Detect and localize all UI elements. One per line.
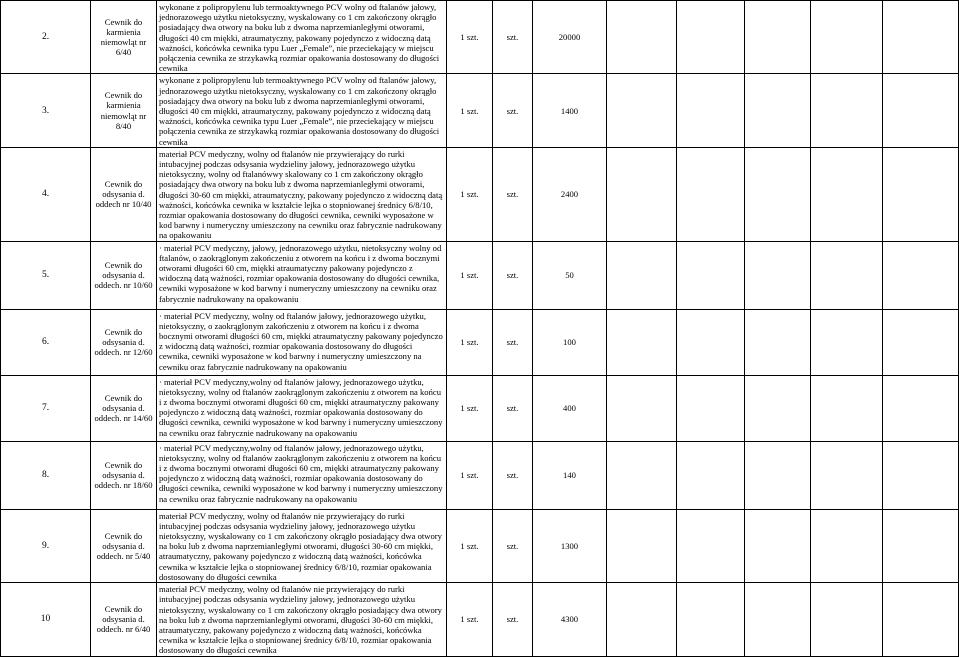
empty-cell (883, 441, 959, 509)
product-name: Cewnik do odsysania d. oddech nr 10/40 (91, 147, 157, 241)
empty-cell (811, 441, 883, 509)
empty-cell (811, 583, 883, 656)
empty-cell (883, 241, 959, 309)
unit: szt. (493, 1, 533, 74)
row-number: 6. (1, 309, 91, 375)
unit: szt. (493, 509, 533, 582)
table-row (1, 583, 959, 656)
product-name: Cewnik do odsysania d. oddech. nr 14/60 (91, 375, 157, 441)
empty-cell (811, 241, 883, 309)
empty-cell (607, 147, 677, 241)
amount: 2400 (533, 147, 607, 241)
empty-cell (607, 583, 677, 656)
row-number: 2. (1, 1, 91, 74)
quantity: 1 szt. (447, 375, 493, 441)
product-name: Cewnik do odsysania d. oddech. nr 6/40 (91, 583, 157, 656)
empty-cell (745, 74, 811, 147)
empty-cell (607, 309, 677, 375)
table-row (1, 509, 959, 582)
quantity: 1 szt. (447, 509, 493, 582)
product-description: wykonane z polipropylenu lub termoaktywnego PCV wolny od ftalanów jałowy, jednorazowego użytku nietoksyczny, wyskalowany co 1 cm zakończony okrągło posiadający dwa otwory na boku lub z dwoma naprzemianległymi otworami, długości 40 cm miękki, atraumatyczny, pakowany pojedynczo z widoczną datą ważności, końcówka cewnika typu Luer „Female”, nie przeciekający w miejscu połączenia cewnika ze strzykawką rozmiar opakowania dostosowany do długości cewnika (157, 74, 447, 147)
product-description: materiał PCV medyczny, wolny od ftalanów nie przywierający do rurki intubacyjnej podczas odsysania wydzieliny jałowy, jednorazowego użytku nietoksyczny, wyskalowany co 1 cm zakończony okrągło posiadający dwa otwory na boku lub z dwoma naprzemianległymi otworami, długości 30-60 cm miękki, atraumatyczny, pakowany pojedynczo z widoczną datą ważności, końcówka cewnika w kształcie lejka o stopniowanej średnicy 6/8/10, rozmiar opakowania dostosowany do długości cewnika (157, 509, 447, 582)
amount: 100 (533, 309, 607, 375)
product-description: materiał PCV medyczny, wolny od ftalanów nie przywierający do rurki intubacyjnej podczas odsysania wydzieliny jałowy, jednorazowego użytku nietoksyczny, wolny od ftalanówwy skalowany co 1 cm zakończony okrągło posiadający dwa otwory na boku lub z dwoma naprzemianległymi otworami, długości 30-60 cm miękki, atraumatyczny, pakowany pojedynczo z widoczną datą ważności, końcówka cewnika w kształcie lejka o stopniowanej średnicy 6/8/10, rozmiar opakowania dostosowany do długości cewnika, cewniki wyposażone w kod barwny i numeryczny umieszczony na cewniku oraz fabrycznie nadrukowany na opakowaniu (157, 147, 447, 241)
empty-cell (811, 74, 883, 147)
product-description: · materiał PCV medyczny, jałowy, jednorazowego użytku, nietoksyczny wolny od ftalanów, o zaokrąglonym zakończeniu z otworem na końcu i z dwoma bocznymi otworami długości 60 cm, miękki atraumatyczny pakowany pojedynczo z widoczną datą ważności, rozmiar opakowania dostosowany do długości cewnika, cewniki wyposażone w kod barwny i numeryczny umieszczony na cewniku oraz fabrycznie nadrukowany na opakowaniu (157, 241, 447, 309)
empty-cell (677, 74, 745, 147)
empty-cell (745, 1, 811, 74)
empty-cell (811, 509, 883, 582)
empty-cell (745, 441, 811, 509)
row-number: 9. (1, 509, 91, 582)
empty-cell (745, 241, 811, 309)
empty-cell (883, 74, 959, 147)
unit: szt. (493, 241, 533, 309)
quantity: 1 szt. (447, 147, 493, 241)
empty-cell (883, 509, 959, 582)
table-row (1, 74, 959, 147)
unit: szt. (493, 375, 533, 441)
row-number: 4. (1, 147, 91, 241)
empty-cell (607, 74, 677, 147)
amount: 4300 (533, 583, 607, 656)
empty-cell (745, 147, 811, 241)
empty-cell (745, 375, 811, 441)
empty-cell (607, 509, 677, 582)
empty-cell (811, 375, 883, 441)
product-name: Cewnik do karmienia niemowląt nr 8/40 (91, 74, 157, 147)
product-description: · materiał PCV medyczny,wolny od ftalanów jałowy, jednorazowego użytku, nietoksyczny, wolny od ftalanów zaokrąglonym zakończeniu z otworem na końcu i z dwoma bocznymi otworami długości 60 cm, miękki atraumatyczny pakowany pojedynczo z widoczną datą ważności, rozmiar opakowania dostosowany do długości cewnika, cewniki wyposażone w kod barwny i numeryczny umieszczony na cewniku oraz fabrycznie nadrukowany na opakowaniu (157, 441, 447, 509)
empty-cell (677, 309, 745, 375)
amount: 1300 (533, 509, 607, 582)
quantity: 1 szt. (447, 309, 493, 375)
empty-cell (607, 241, 677, 309)
empty-cell (607, 1, 677, 74)
empty-cell (883, 375, 959, 441)
empty-cell (745, 309, 811, 375)
row-number: 3. (1, 74, 91, 147)
empty-cell (677, 241, 745, 309)
row-number: 8. (1, 441, 91, 509)
quantity: 1 szt. (447, 74, 493, 147)
product-name: Cewnik do odsysania d. oddech. nr 18/60 (91, 441, 157, 509)
table-row (1, 309, 959, 375)
unit: szt. (493, 309, 533, 375)
table-row (1, 441, 959, 509)
row-number: 10 (1, 583, 91, 656)
empty-cell (677, 147, 745, 241)
product-description: · materiał PCV medyczny, wolny od ftalanów jałowy, jednorazowego użytku, nietoksyczny, o zaokrąglonym zakończeniu z otworem na końcu i z dwoma bocznymi otworami długości 60 cm, miękki atraumatyczny pakowany pojedynczo z widoczną datą ważności, rozmiar opakowania dostosowany do długości cewnika, cewniki wyposażone w kod barwny i numeryczny umieszczony na cewniku oraz fabrycznie nadrukowany na opakowaniu (157, 309, 447, 375)
empty-cell (883, 1, 959, 74)
empty-cell (811, 309, 883, 375)
empty-cell (745, 583, 811, 656)
product-description: materiał PCV medyczny, wolny od ftalanów nie przywierający do rurki intubacyjnej podczas odsysania wydzieliny jałowy, jednorazowego użytku nietoksyczny, wyskalowany co 1 cm zakończony okrągło posiadający dwa otwory na boku lub z dwoma naprzemianległymi otworami, długości 30-60 cm miękki, atraumatyczny, pakowany pojedynczo z widoczną datą ważności, końcówka cewnika w kształcie lejka o stopniowanej średnicy 6/8/10, rozmiar opakowania dostosowany do długości cewnika (157, 583, 447, 656)
row-number: 7. (1, 375, 91, 441)
unit: szt. (493, 583, 533, 656)
row-number: 5. (1, 241, 91, 309)
amount: 50 (533, 241, 607, 309)
empty-cell (883, 583, 959, 656)
quantity: 1 szt. (447, 1, 493, 74)
amount: 400 (533, 375, 607, 441)
product-name: Cewnik do odsysania d. oddech. nr 5/40 (91, 509, 157, 582)
empty-cell (677, 441, 745, 509)
empty-cell (883, 309, 959, 375)
amount: 1400 (533, 74, 607, 147)
quantity: 1 szt. (447, 241, 493, 309)
empty-cell (811, 1, 883, 74)
unit: szt. (493, 147, 533, 241)
product-name: Cewnik do odsysania d. oddech. nr 10/60 (91, 241, 157, 309)
empty-cell (811, 147, 883, 241)
quantity: 1 szt. (447, 583, 493, 656)
amount: 20000 (533, 1, 607, 74)
table-row (1, 1, 959, 74)
empty-cell (677, 583, 745, 656)
empty-cell (745, 509, 811, 582)
empty-cell (607, 375, 677, 441)
table-row (1, 241, 959, 309)
product-description: · materiał PCV medyczny,wolny od ftalanów jałowy, jednorazowego użytku, nietoksyczny, wolny od ftalanów zaokrąglonym zakończeniu z otworem na końcu i z dwoma bocznymi otworami długości 60 cm, miękki atraumatyczny pakowany pojedynczo z widoczną datą ważności, rozmiar opakowania dostosowany do długości cewnika, cewniki wyposażone w kod barwny i numeryczny umieszczony na cewniku oraz fabrycznie nadrukowany na opakowaniu (157, 375, 447, 441)
unit: szt. (493, 74, 533, 147)
product-name: Cewnik do karmienia niemowląt nr 6/40 (91, 1, 157, 74)
empty-cell (677, 375, 745, 441)
empty-cell (607, 441, 677, 509)
empty-cell (677, 1, 745, 74)
quantity: 1 szt. (447, 441, 493, 509)
empty-cell (677, 509, 745, 582)
table-row (1, 375, 959, 441)
table-row (1, 147, 959, 241)
unit: szt. (493, 441, 533, 509)
product-name: Cewnik do odsysania d. oddech. nr 12/60 (91, 309, 157, 375)
product-description: wykonane z polipropylenu lub termoaktywnego PCV wolny od ftalanów jałowy, jednorazowego użytku nietoksyczny, wyskalowany co 1 cm zakończony okrągło posiadający dwa otwory na boku lub z dwoma naprzemianległymi otworami, długości 40 cm miękki, atraumatyczny, pakowany pojedynczo z widoczną datą ważności, końcówka cewnika typu Luer „Female”, nie przeciekający w miejscu połączenia cewnika ze strzykawką rozmiar opakowania dostosowany do długości cewnika (157, 1, 447, 74)
empty-cell (883, 147, 959, 241)
amount: 140 (533, 441, 607, 509)
